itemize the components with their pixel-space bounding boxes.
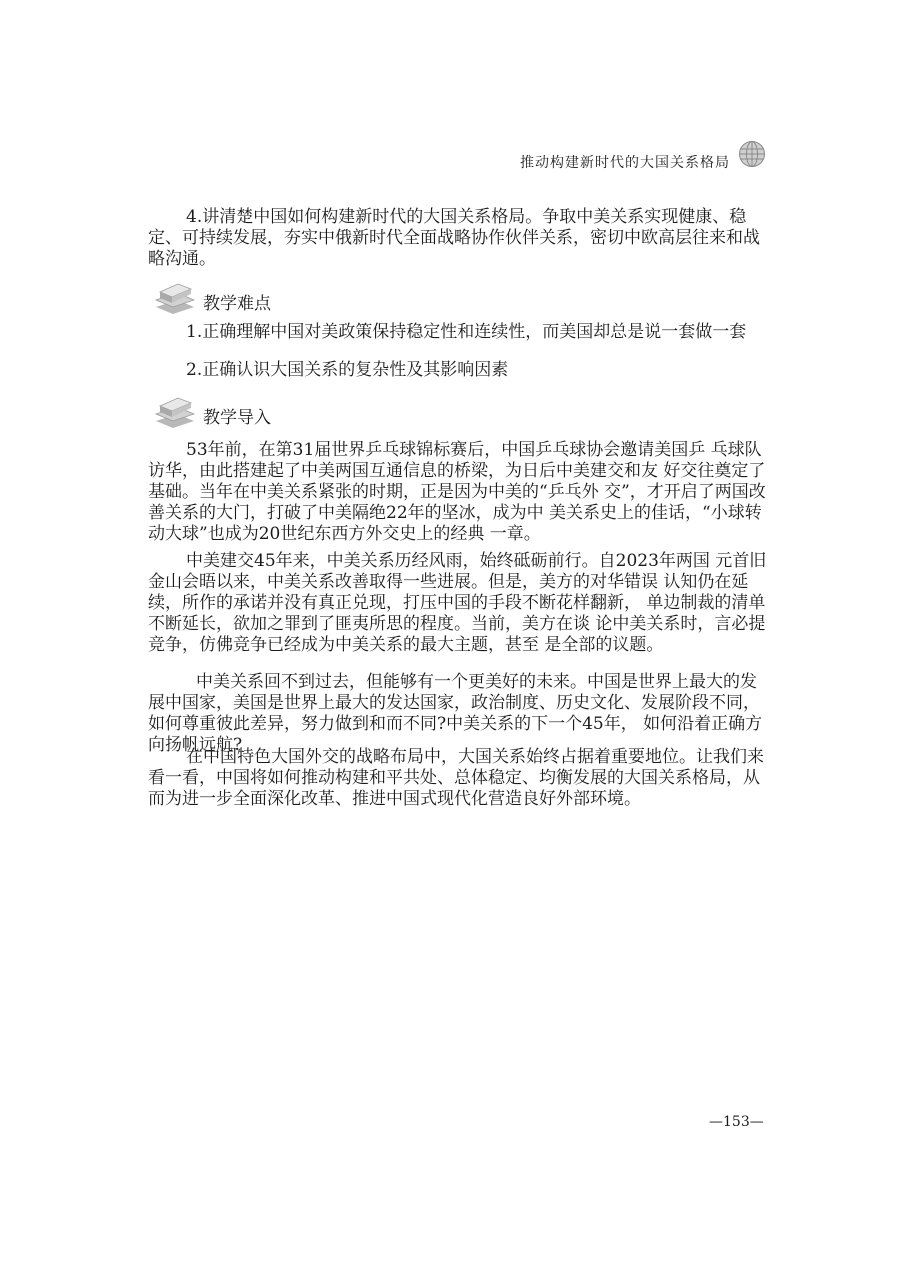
page-number: —153— bbox=[709, 1114, 764, 1130]
intro-paragraph-4: 在中国特色大国外交的战略布局中，大国关系始终占据着重要地位。让我们来看一看，中国将如何推动构建和平共处、总体稳定、均衡发展的大国关系格局，从而为进一步全面深化改革、推进中国式现代化营造良好外部环境。 bbox=[148, 747, 764, 809]
intro-paragraph-1: 53年前，在第31届世界乒乓球锦标赛后，中国乒乓球协会邀请美国乒 乓球队访华，由此搭建起了中美两国互通信息的桥梁，为日后中美建交和友 好交往奠定了基础。当年在中美关系紧张的时期，正是因为中美的“乒乓外 交”，才开启了两国改善关系的大门，打破了中美隔绝22年的坚冰，成为中 美关系史上的佳话，“小球转动大球”也成为20世纪东西方外交史上的经典 一章。 bbox=[148, 440, 766, 544]
heading-difficulty-label: 教学难点 bbox=[203, 294, 271, 314]
objective-paragraph: 4.讲清楚中国如何构建新时代的大国关系格局。争取中美关系实现健康、稳定、可持续发展，夯实中俄新时代全面战略协作伙伴关系，密切中欧高层往来和战略沟通。 bbox=[148, 207, 760, 269]
book-stack-icon bbox=[153, 394, 197, 430]
difficulty-item-1: 1.正确理解中国对美政策保持稳定性和连续性，而美国却总是说一套做一套 bbox=[186, 322, 747, 342]
difficulty-item-2: 2.正确认识大国关系的复杂性及其影响因素 bbox=[186, 360, 509, 380]
running-header: 推动构建新时代的大国关系格局 bbox=[520, 155, 730, 171]
heading-intro-label: 教学导入 bbox=[203, 408, 271, 428]
globe-icon bbox=[738, 140, 766, 168]
intro-paragraph-2: 中美建交45年来，中美关系历经风雨，始终砥砺前行。自2023年两国 元首旧金山会晤以来，中美关系改善取得一些进展。但是，美方的对华错误 认知仍在延续，所作的承诺并没有真正兑现，打压中国的手段不断花样翻新， 单边制裁的清单不断延长，欲加之罪到了匪夷所思的程度。当前，美方在谈 论中美关系时，言必提竞争，仿佛竞争已经成为中美关系的最大主题，甚至 是全部的议题。 bbox=[148, 551, 767, 655]
heading-difficulty bbox=[153, 280, 271, 316]
intro-paragraph-3: 中美关系回不到过去，但能够有一个更美好的未来。中国是世界上最大的发展中国家，美国是世界上最大的发达国家，政治制度、历史文化、发展阶段不同，如何尊重彼此差异，努力做到和而不同?中美关系的下一个45年， 如何沿着正确方向扬帆远航? bbox=[148, 672, 763, 755]
heading-intro bbox=[153, 394, 271, 430]
book-stack-icon bbox=[153, 280, 197, 316]
